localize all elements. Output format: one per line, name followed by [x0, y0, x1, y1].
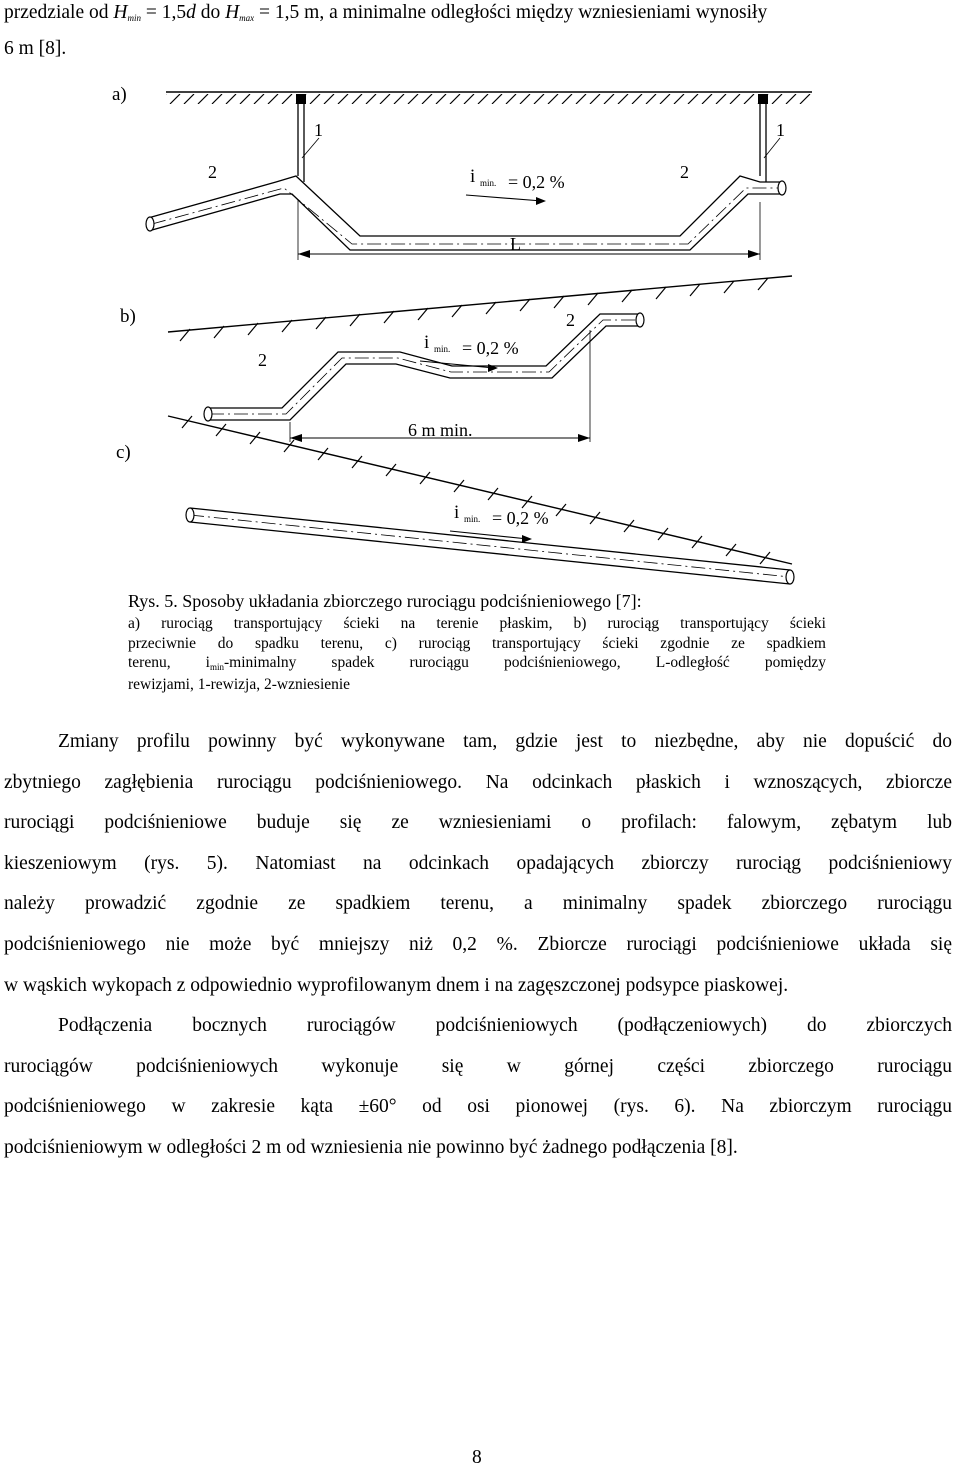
pipeline-profiles-figure — [0, 70, 960, 590]
diagram-b — [120, 276, 792, 442]
ground-line — [168, 276, 792, 332]
subscript-min: min — [127, 13, 141, 23]
slope-sub: min. — [464, 514, 481, 524]
page-number: 8 — [472, 1447, 482, 1468]
slope-value: = 0,2 % — [508, 172, 565, 192]
intro-line-2: 6 m [8]. — [4, 38, 67, 59]
text-line: rurociągi podciśnieniowe buduje się ze wzniesieniami o profilach: falowym, zębatym lub — [4, 812, 952, 834]
figure-caption — [128, 590, 826, 694]
dimension-6m: 6 m min. — [408, 420, 473, 440]
label-b: b) — [120, 306, 136, 327]
marker-2: 2 — [680, 162, 689, 182]
caption-text: terenu, i — [128, 654, 210, 672]
pipe — [186, 508, 794, 584]
caption-text: -minimalny spadek rurociągu podciśnieniowego, L-odległość pomiędzy — [224, 654, 826, 672]
slope-value: = 0,2 % — [462, 338, 519, 358]
pipe — [146, 176, 786, 250]
inspection-riser — [296, 94, 768, 182]
pipe — [204, 313, 644, 421]
caption-line — [128, 653, 826, 675]
marker-1: 1 — [314, 120, 323, 140]
marker-2: 2 — [258, 350, 267, 370]
text-line: Podłączenia bocznych rurociągów podciśnieniowych (podłączeniowych) do zbiorczych — [58, 1015, 952, 1037]
intro-text: do — [195, 2, 226, 23]
label-a: a) — [112, 84, 127, 105]
slope-sub: min. — [434, 344, 451, 354]
marker-2: 2 — [208, 162, 217, 182]
paragraph — [4, 1006, 952, 1168]
marker-2: 2 — [566, 310, 575, 330]
paragraph — [4, 722, 952, 1006]
slope-i: i — [424, 332, 430, 353]
intro-text: = 1,5 m, a minimalne odległości między wzniesieniami wynosiły — [254, 2, 768, 23]
label-c: c) — [116, 442, 131, 463]
text-line: należy prowadzić zgodnie ze spadkiem terenu, a minimalny spadek zbiorczego rurociągu — [4, 893, 952, 915]
diagram-a — [112, 84, 812, 260]
caption-line: a) rurociąg transportujący ścieki na terenie płaskim, b) rurociąg transportujący ścieki — [128, 615, 826, 632]
text-line: Zmiany profilu powinny być wykonywane tam, gdzie jest to niezbędne, aby nie dopuścić do — [58, 731, 952, 752]
text-line: podciśnieniowym w odległości 2 m od wzniesienia nie powinno być żadnego podłączenia [8]. — [4, 1136, 738, 1158]
subscript-max: max — [239, 13, 255, 23]
text-line: kieszeniowym (rys. 5). Natomiast na odcinkach opadających zbiorczy rurociąg podciśnieniowy — [4, 852, 952, 874]
symbol-h: H — [113, 2, 128, 23]
intro-text: = 1,5 — [140, 2, 187, 23]
intro-line-1 — [4, 2, 767, 24]
slope-i: i — [470, 166, 476, 187]
text-line: podciśnieniowego nie może być mniejszy niż 0,2 %. Zbiorcze rurociągi podciśnieniowe układa się — [4, 933, 952, 955]
diagram-c — [116, 416, 794, 584]
slope-value: = 0,2 % — [492, 508, 549, 528]
text-line: w wąskich wykopach z odpowiednio wyprofilowanym dnem i na zagęszczonej podsypce piaskowej. — [4, 974, 789, 996]
symbol-h: H — [225, 2, 240, 23]
marker-1: 1 — [776, 120, 785, 140]
text-line: zbytniego zagłębienia rurociągu podciśnieniowego. Na odcinkach płaskich i wznoszących, zbiorcze — [4, 771, 952, 793]
slope-i: i — [454, 502, 460, 523]
caption-title: Rys. 5. Sposoby układania zbiorczego rurociągu podciśnieniowego [7]: — [128, 591, 642, 611]
slope-sub: min. — [480, 178, 497, 188]
text-line: podciśnieniowego w zakresie kąta ±60° od osi pionowej (rys. 6). Na zbiorczym rurociągu — [4, 1096, 952, 1118]
text-line: rurociągów podciśnieniowych wykonuje się w górnej części zbiorczego rurociągu — [4, 1055, 952, 1077]
dimension-l: L — [510, 234, 521, 254]
ground-hatch — [166, 92, 812, 104]
caption-line: przeciwnie do spadku terenu, c) rurociąg transportujący ścieki zgodnie ze spadkiem — [128, 634, 826, 652]
symbol-d: d — [186, 2, 196, 23]
intro-text: przedziale od — [4, 2, 114, 23]
body-text — [4, 722, 952, 1169]
caption-subscript: min — [210, 662, 225, 673]
caption-line: rewizjami, 1-rewizja, 2-wzniesienie — [128, 675, 351, 693]
